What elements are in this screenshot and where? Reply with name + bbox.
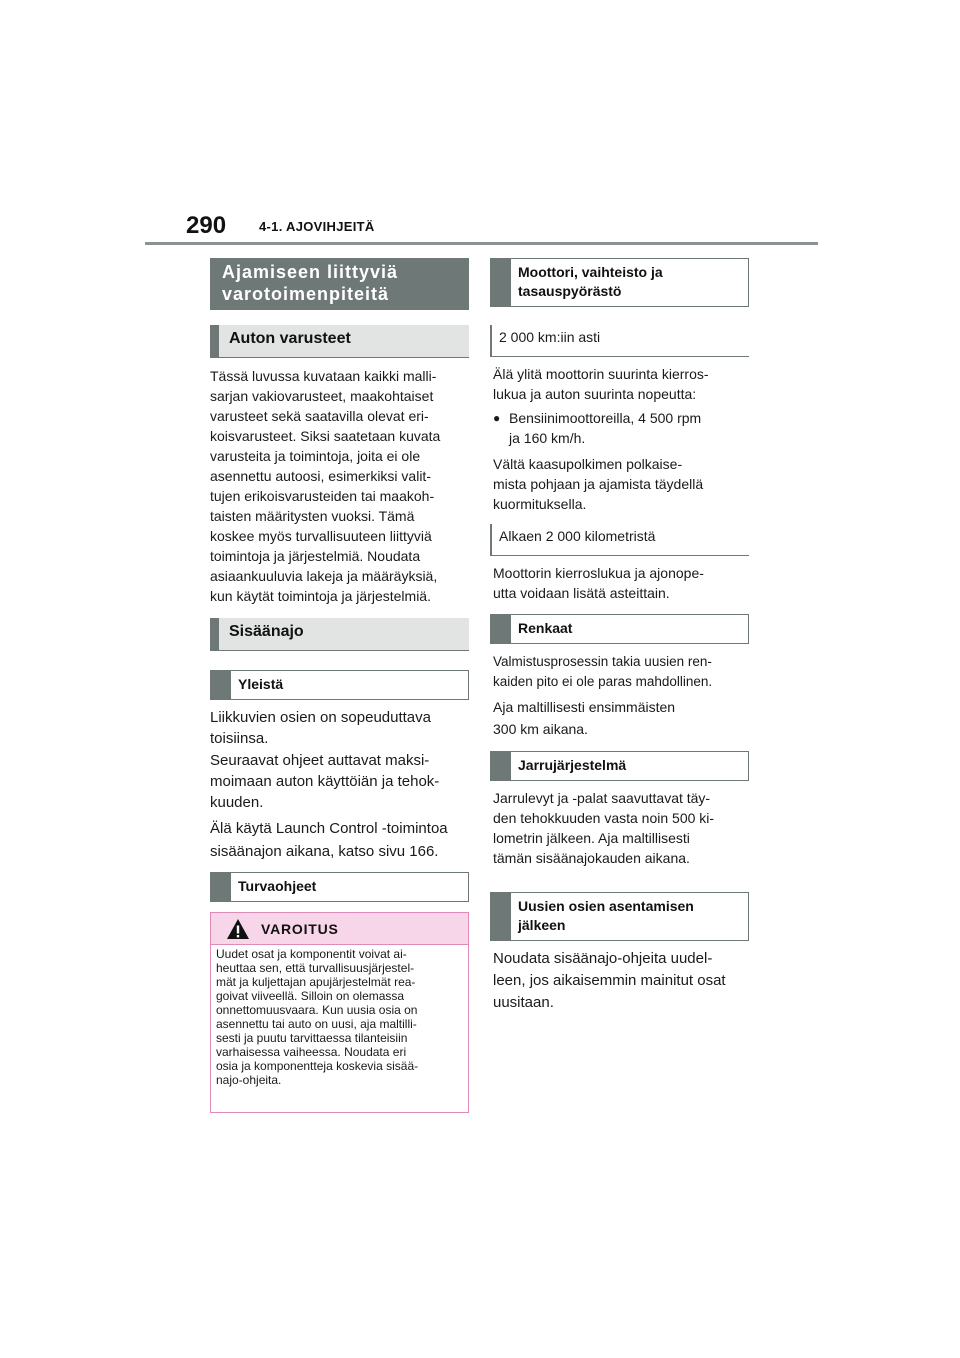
text-line: kuormituksella.: [493, 496, 587, 512]
text-line: najo-ohjeita.: [216, 1073, 282, 1087]
equipment-heading: Auton varusteet: [210, 325, 469, 358]
text-line: sisäänajon aikana, katso sivu 166.: [210, 843, 439, 860]
from-2000-subtitle: Alkaen 2 000 kilometristä: [490, 524, 749, 556]
new-parts-heading: [490, 892, 749, 941]
text-line: Liikkuvien osien on sopeuduttava: [210, 709, 431, 726]
text-line: tujen erikoisvarusteiden tai maakoh-: [210, 488, 435, 504]
tyres-paragraph-2: [493, 696, 755, 740]
engine-heading: [490, 258, 749, 307]
text-line: asennettu autoosi, esimerkiksi valit-: [210, 468, 431, 484]
text-line: heuttaa sen, että turvallisuusjärjestel-: [216, 961, 415, 975]
text-line: sesti ja puutu tarvittaessa tilanteisiin: [216, 1031, 408, 1045]
engine-paragraph-1: [493, 364, 755, 404]
brakes-paragraph: [493, 788, 755, 868]
section-banner-line-1: Ajamiseen liittyviä: [222, 262, 399, 282]
engine-bullet: [493, 408, 755, 448]
general-paragraph-2: [210, 750, 472, 813]
page-number: 290: [186, 212, 227, 239]
text-line: lometrin jälkeen. Aja maltillisesti: [493, 830, 690, 846]
text-line: lukua ja auton suurinta nopeutta:: [493, 386, 697, 402]
text-line: asennettu tai auto on uusi, aja maltilli-: [216, 1017, 417, 1031]
text-line: uusitaan.: [493, 994, 554, 1011]
text-line: mista pohjaan ja ajamista täydellä: [493, 476, 704, 492]
text-line: onnettomuusvaara. Kun uusia osia on: [216, 1003, 418, 1017]
warning-box: [210, 912, 469, 1113]
bullet-icon: ●: [493, 411, 501, 425]
text-line: utta voidaan lisätä asteittain.: [493, 585, 670, 601]
new-parts-heading-line-2: jälkeen: [518, 917, 566, 933]
text-line: sarjan vakiovarusteet, maakohtaiset: [210, 388, 434, 404]
section-banner-line-2: varotoimenpiteitä: [222, 284, 390, 304]
text-line: den tehokkuuden vasta noin 500 ki-: [493, 810, 715, 826]
safety-heading: Turvaohjeet: [210, 872, 469, 902]
text-line: Tässä luvussa kuvataan kaikki malli-: [210, 368, 437, 384]
text-line: mät ja kuljettajan apujärjestelmät rea-: [216, 975, 416, 989]
brakes-heading: Jarrujärjestelmä: [490, 751, 749, 781]
text-line: Valmistusprosessin takia uusien ren-: [493, 654, 712, 669]
text-line: Moottorin kierroslukua ja ajonope-: [493, 565, 704, 581]
text-line: leen, jos aikaisemmin mainitut osat: [493, 972, 726, 989]
text-line: toimintoja ja järjestelmiä. Noudata: [210, 548, 421, 564]
new-parts-paragraph: [493, 948, 755, 1014]
tyres-heading: Renkaat: [490, 614, 749, 644]
breakin-heading: Sisäänajo: [210, 618, 469, 651]
text-line: tämän sisäänajokauden aikana.: [493, 850, 690, 866]
text-line: Bensiinimoottoreilla, 4 500 rpm: [509, 410, 702, 426]
text-line: Älä käytä Launch Control -toimintoa: [210, 820, 448, 837]
text-line: toisiinsa.: [210, 730, 269, 747]
text-line: Älä ylitä moottorin suurinta kierros-: [493, 366, 709, 382]
text-line: kun käytät toimintoja ja järjestelmiä.: [210, 588, 431, 604]
text-line: ja 160 km/h.: [509, 430, 586, 446]
general-paragraph-3: [210, 817, 472, 863]
text-line: Noudata sisäänajo-ohjeita uudel-: [493, 950, 713, 967]
equipment-paragraph: [210, 366, 472, 606]
warning-text: [216, 947, 465, 1087]
text-line: osia ja komponentteja koskevia sisää-: [216, 1059, 419, 1073]
text-line: Aja maltillisesti ensimmäisten: [493, 699, 676, 715]
text-line: koisvarusteet. Siksi saatetaan kuvata: [210, 428, 441, 444]
chapter-title: 4-1. AJOVIHJEITÄ: [259, 219, 375, 234]
general-heading: Yleistä: [210, 670, 469, 700]
text-line: taisten määritysten vuoksi. Tämä: [210, 508, 415, 524]
section-banner: [210, 258, 469, 310]
header-rule: [145, 242, 818, 245]
warning-header: [211, 913, 468, 945]
text-line: 300 km aikana.: [493, 721, 588, 737]
text-line: kuuden.: [210, 794, 264, 811]
text-line: varhaisessa vaiheessa. Noudata eri: [216, 1045, 407, 1059]
text-line: koskee myös turvallisuuteen liittyviä: [210, 528, 432, 544]
text-line: asiaankuuluvia lakeja ja määräyksiä,: [210, 568, 438, 584]
text-line: moimaan auton käyttöiän ja tehok-: [210, 773, 440, 790]
warning-title: VAROITUS: [261, 921, 339, 937]
until-2000-subtitle: 2 000 km:iin asti: [490, 325, 749, 357]
text-line: Vältä kaasupolkimen polkaise-: [493, 456, 683, 472]
text-line: Jarrulevyt ja -palat saavuttavat täy-: [493, 790, 711, 806]
text-line: Seuraavat ohjeet auttavat maksi-: [210, 752, 430, 769]
general-paragraph-1: [210, 707, 472, 749]
engine-heading-line-1: Moottori, vaihteisto ja: [518, 264, 663, 280]
text-line: Uudet osat ja komponentit voivat ai-: [216, 947, 407, 961]
text-line: varusteita ja toimintoja, joita ei ole: [210, 448, 421, 464]
tyres-paragraph-1: [493, 652, 755, 692]
warning-icon: [226, 918, 250, 940]
new-parts-heading-line-1: Uusien osien asentamisen: [518, 898, 694, 914]
engine-paragraph-3: [493, 563, 755, 603]
text-line: kaiden pito ei ole paras mahdollinen.: [493, 674, 713, 689]
text-line: goivat viiveellä. Silloin on olemassa: [216, 989, 405, 1003]
engine-heading-line-2: tasauspyörästö: [518, 283, 622, 299]
text-line: varusteet sekä saatavilla olevat eri-: [210, 408, 429, 424]
engine-paragraph-2: [493, 454, 755, 514]
